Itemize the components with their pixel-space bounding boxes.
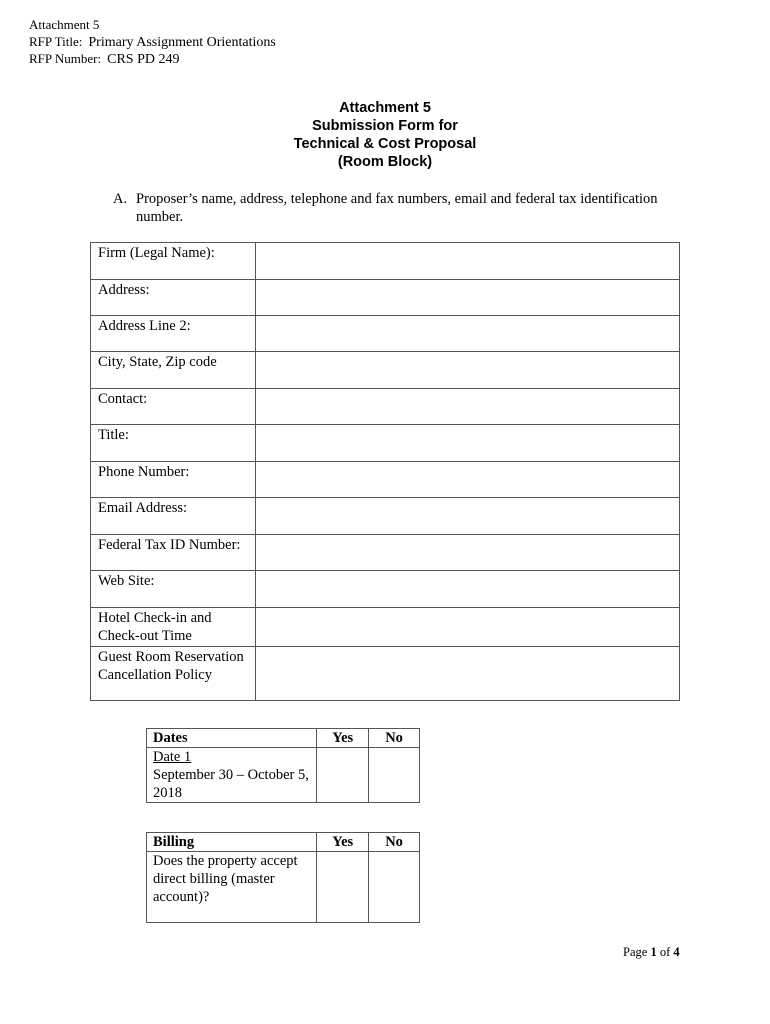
- billing-table: [146, 832, 420, 923]
- table-row: [91, 280, 680, 316]
- rfp-title-label: RFP Title:: [29, 33, 83, 49]
- address-line-2-label: Address Line 2:: [91, 316, 256, 352]
- federal-tax-id-field[interactable]: [256, 535, 680, 571]
- date-1-value: September 30 – October 5, 2018: [153, 767, 309, 801]
- dates-no-header: No: [369, 729, 420, 748]
- table-row: [91, 498, 680, 535]
- section-a-marker: A.: [113, 191, 128, 207]
- table-row: [91, 462, 680, 498]
- billing-question: Does the property accept direct billing (master account)?: [147, 852, 317, 923]
- cancellation-policy-label: Guest Room Reservation Cancellation Policy: [91, 647, 256, 701]
- date-1-cell: [147, 748, 317, 803]
- dates-yes-header: Yes: [317, 729, 369, 748]
- table-row: [91, 352, 680, 389]
- date-1-label: Date 1: [153, 749, 192, 765]
- title-line-3: Technical & Cost Proposal: [293, 136, 477, 152]
- contact-field[interactable]: [256, 389, 680, 425]
- table-row: [147, 833, 420, 852]
- title-line-2: Submission Form for: [312, 118, 458, 134]
- title-label: Title:: [91, 425, 256, 462]
- check-in-out-label: Hotel Check-in and Check-out Time: [91, 608, 256, 647]
- firm-name-label: Firm (Legal Name):: [91, 243, 256, 280]
- title-line-4: (Room Block): [337, 154, 433, 170]
- billing-no-cell[interactable]: [369, 852, 420, 923]
- email-address-label: Email Address:: [91, 498, 256, 535]
- billing-yes-cell[interactable]: [317, 852, 369, 923]
- title-line-1: Attachment 5: [339, 100, 431, 116]
- check-in-out-field[interactable]: [256, 608, 680, 647]
- dates-header: Dates: [147, 729, 317, 748]
- table-row: [91, 243, 680, 280]
- date-1-yes-cell[interactable]: [317, 748, 369, 803]
- table-row: [91, 535, 680, 571]
- city-state-zip-field[interactable]: [256, 352, 680, 389]
- city-state-zip-label: City, State, Zip code: [91, 352, 256, 389]
- dates-table: [146, 728, 420, 803]
- document-header: [29, 17, 276, 69]
- cancellation-policy-field[interactable]: [256, 647, 680, 701]
- billing-yes-header: Yes: [317, 833, 369, 852]
- table-row: [91, 389, 680, 425]
- address-label: Address:: [91, 280, 256, 316]
- form-title: [0, 99, 770, 171]
- table-row: [91, 647, 680, 701]
- table-row: [91, 608, 680, 647]
- contact-label: Contact:: [91, 389, 256, 425]
- email-address-field[interactable]: [256, 498, 680, 535]
- total-pages: 4: [673, 945, 680, 959]
- current-page: 1: [650, 945, 657, 959]
- table-row: [91, 425, 680, 462]
- rfp-title-value: Primary Assignment Orientations: [88, 34, 276, 50]
- table-row: [147, 729, 420, 748]
- rfp-number-label: RFP Number:: [29, 51, 102, 66]
- attachment-label: Attachment 5: [29, 17, 100, 32]
- table-row: [147, 748, 420, 803]
- address-line-2-field[interactable]: [256, 316, 680, 352]
- table-row: [91, 316, 680, 352]
- address-field[interactable]: [256, 280, 680, 316]
- rfp-title-line: [29, 34, 276, 52]
- billing-no-header: No: [369, 833, 420, 852]
- proposer-info-table: [90, 242, 680, 701]
- billing-header: Billing: [147, 833, 317, 852]
- phone-number-label: Phone Number:: [91, 462, 256, 498]
- web-site-field[interactable]: [256, 571, 680, 608]
- page-number: [623, 945, 680, 960]
- web-site-label: Web Site:: [91, 571, 256, 608]
- federal-tax-id-label: Federal Tax ID Number:: [91, 535, 256, 571]
- firm-name-field[interactable]: [256, 243, 680, 280]
- rfp-number-value: CRS PD 249: [107, 52, 180, 67]
- page-word: Page: [623, 945, 648, 959]
- attachment-line: [29, 17, 276, 34]
- date-1-no-cell[interactable]: [369, 748, 420, 803]
- section-a: [113, 190, 693, 226]
- section-a-text: Proposer’s name, address, telephone and fax numbers, email and federal tax identification number.: [136, 191, 658, 225]
- of-word: of: [659, 945, 671, 959]
- title-field[interactable]: [256, 425, 680, 462]
- table-row: [91, 571, 680, 608]
- phone-number-field[interactable]: [256, 462, 680, 498]
- table-row: [147, 852, 420, 923]
- rfp-number-line: [29, 51, 276, 69]
